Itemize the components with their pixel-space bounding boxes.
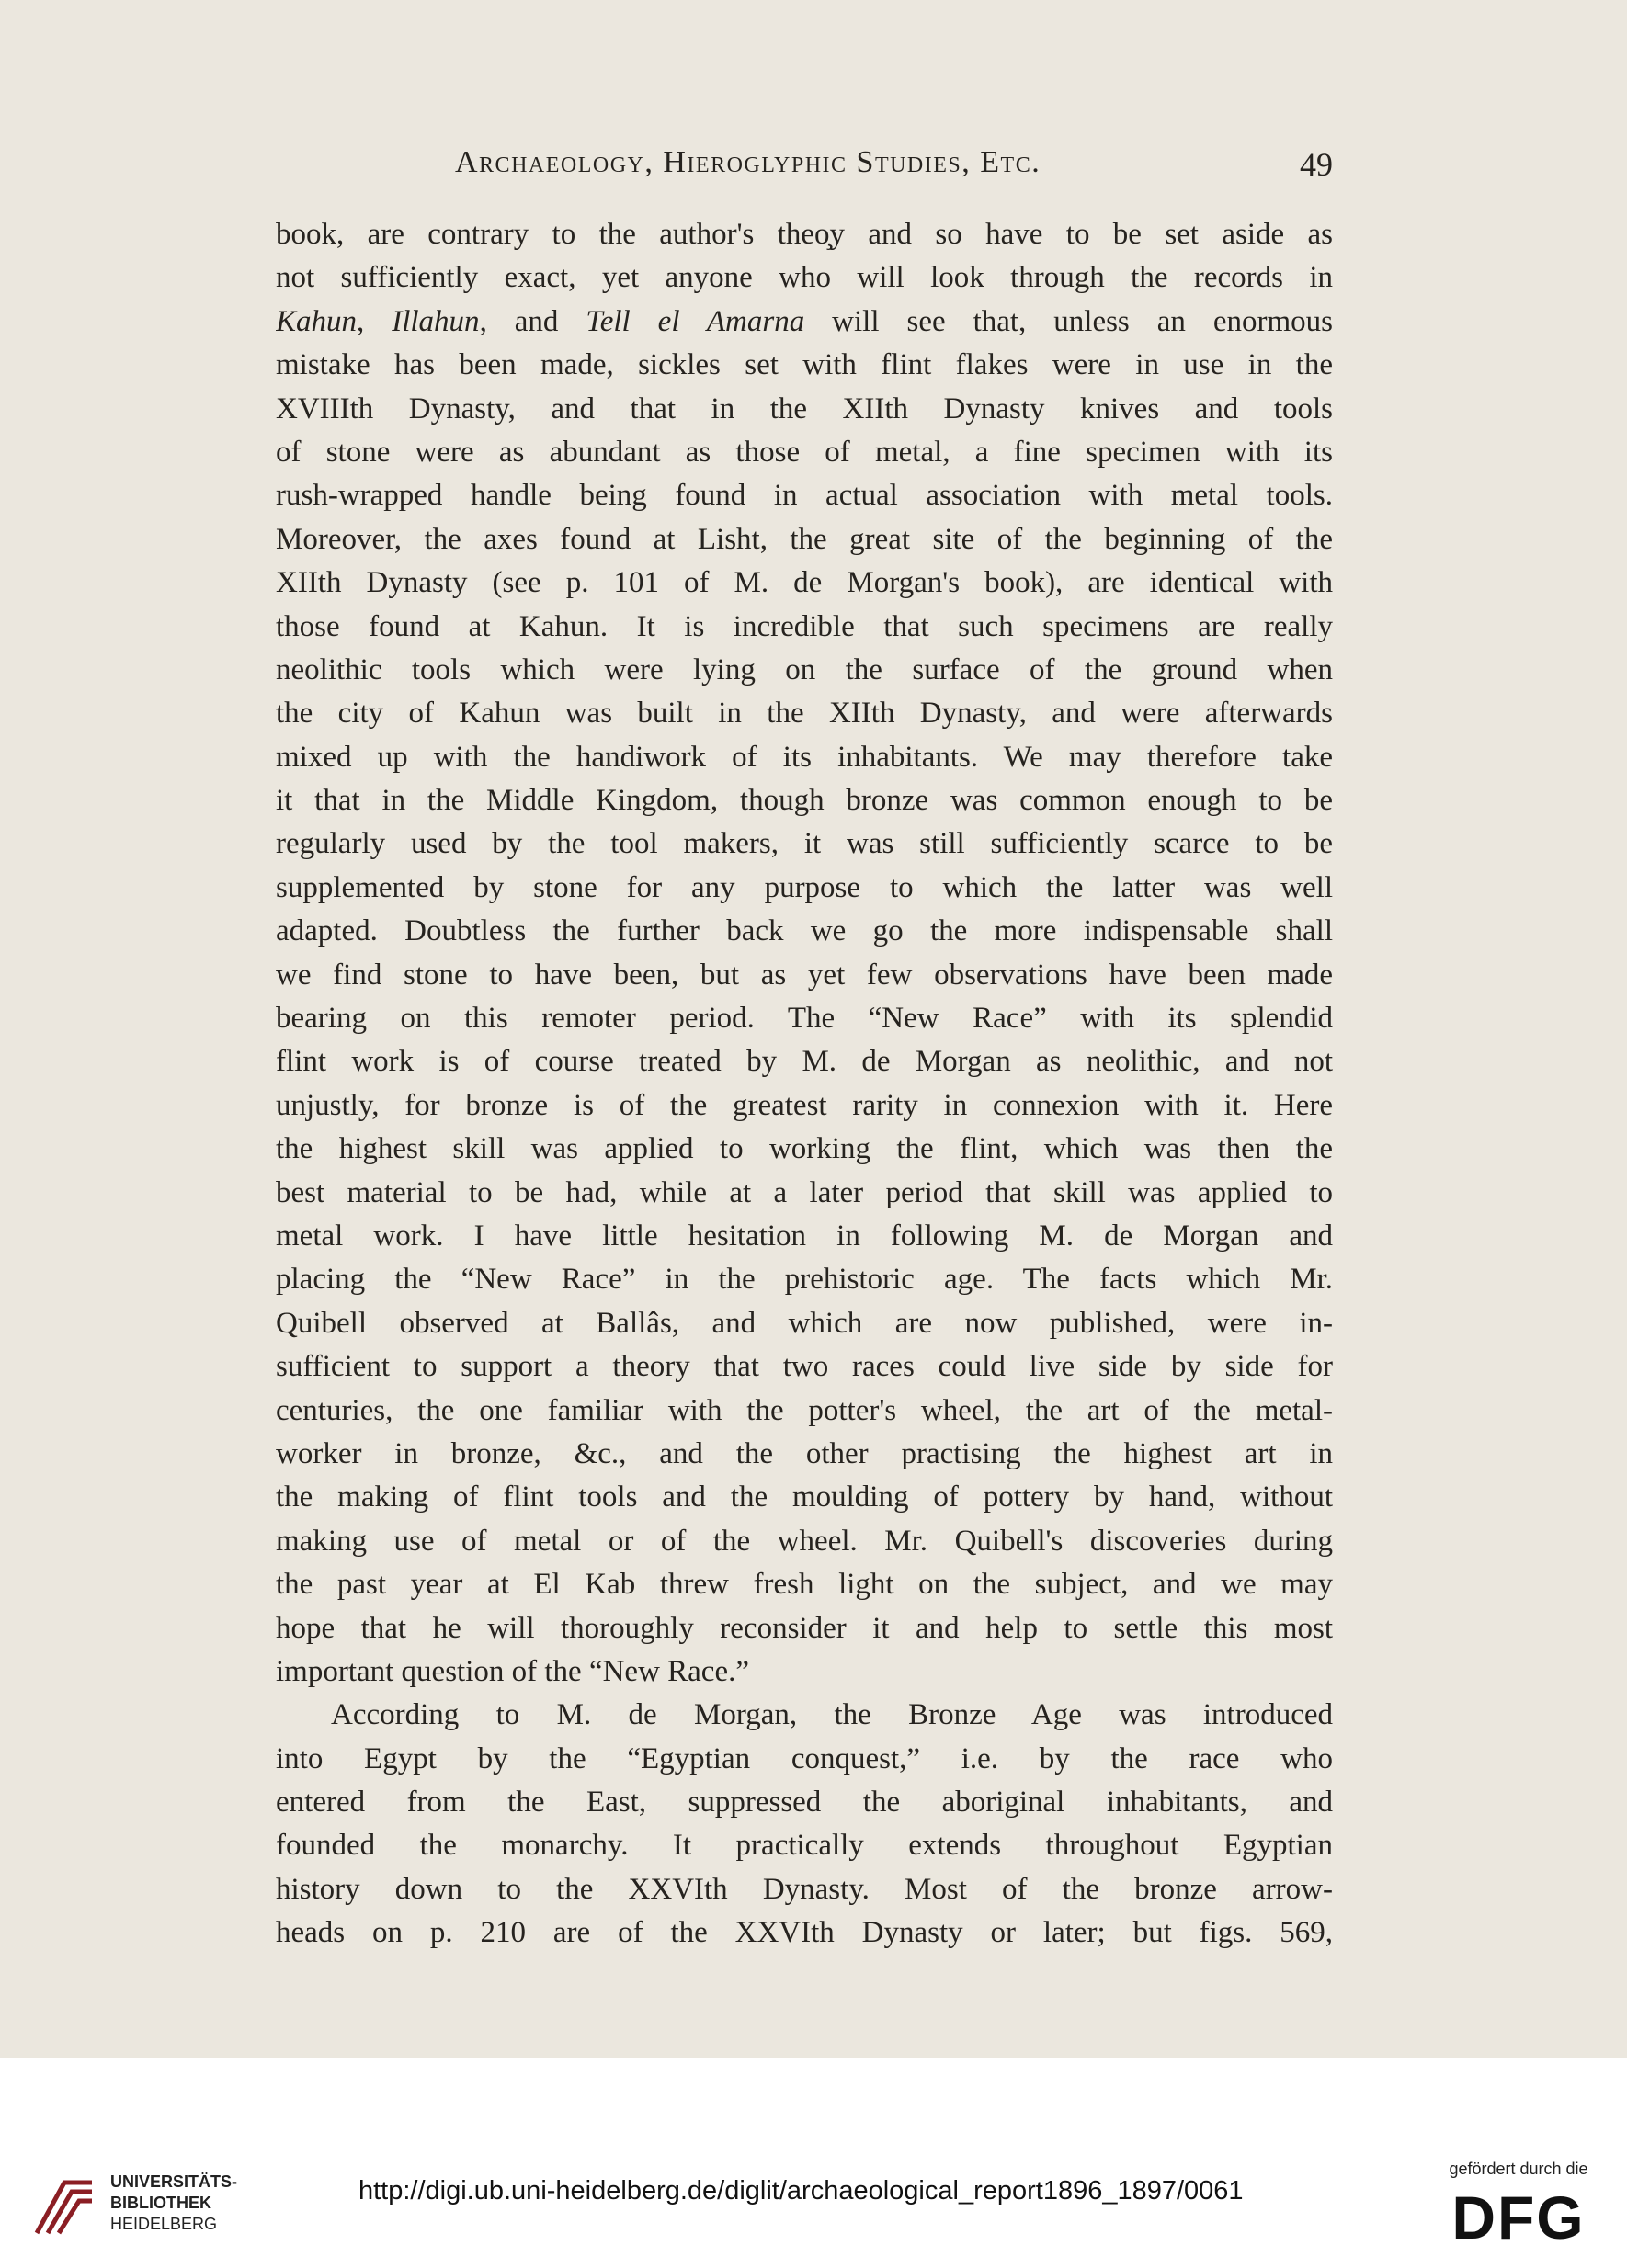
text-line: history down to the XXVIth Dynasty. Most of the bronze arrow-	[276, 1872, 1333, 1906]
text-line: not sufficiently exact, yet anyone who will look through the records in	[276, 261, 1333, 295]
library-name: UNIVERSITÄTS- BIBLIOTHEK HEIDELBERG	[110, 2172, 238, 2233]
text-line: centuries, the one familiar with the potter's wheel, the art of the metal-	[276, 1393, 1333, 1427]
text-line: bearing on this remoter period. The “New Race” with its splendid	[276, 1002, 1333, 1036]
text-line: supplemented by stone for any purpose to which the latter was well	[276, 870, 1333, 904]
text-line: According to M. de Morgan, the Bronze Age was introduced	[331, 1698, 1333, 1732]
text-line: regularly used by the tool makers, it was still sufficiently scarce to be	[276, 827, 1333, 861]
permalink-url[interactable]: http://digi.ub.uni-heidelberg.de/diglit/archaeological_report1896_1897/0061	[358, 2176, 1244, 2206]
dfg-logo: DFG	[1451, 2183, 1586, 2251]
text-line: hope that he will thoroughly reconsider it and help to settle this most	[276, 1611, 1333, 1645]
digitization-footer	[0, 2058, 1627, 2268]
italic-title: Illahun	[392, 304, 480, 338]
funder-caption: gefördert durch die	[1449, 2160, 1588, 2178]
text-line: of stone were as abundant as those of metal, a fine specimen with its	[276, 435, 1333, 469]
text-line: book, are contrary to the author's theo̧y and so have to be set aside as	[276, 218, 1333, 251]
text-line: XIIth Dynasty (see p. 101 of M. de Morgan's book), are identical with	[276, 566, 1333, 600]
text-line: best material to be had, while at a later period that skill was applied to	[276, 1175, 1333, 1209]
text-line: making use of metal or of the wheel. Mr. Quibell's discoveries during	[276, 1524, 1333, 1558]
text-line: it that in the Middle Kingdom, though bronze was common enough to be	[276, 784, 1333, 818]
text-line: into Egypt by the “Egyptian conquest,” i.e. by the race who	[276, 1741, 1333, 1775]
text-line: mistake has been made, sickles set with flint flakes were in use in the	[276, 348, 1333, 382]
text-line: heads on p. 210 are of the XXVIth Dynasty or later; but figs. 569,	[276, 1916, 1333, 1950]
running-head	[276, 145, 1333, 191]
text-line: mixed up with the handiwork of its inhabitants. We may therefore take	[276, 740, 1333, 774]
text-line: important question of the “New Race.”	[276, 1654, 749, 1688]
text-line: those found at Kahun. It is incredible that such specimens are really	[276, 609, 1333, 643]
text-line: worker in bronze, &c., and the other practising the highest art in	[276, 1436, 1333, 1470]
italic-title: Kahun	[276, 304, 358, 338]
text-line: Kahun, Illahun, and Tell el Amarna will see that, unless an enormous	[276, 304, 1333, 338]
text-line: the past year at El Kab threw fresh light on the subject, and we may	[276, 1568, 1333, 1602]
text-line: rush-wrapped handle being found in actual association with metal tools.	[276, 479, 1333, 513]
body-text	[276, 213, 1333, 1956]
text-line: sufficient to support a theory that two races could live side by side for	[276, 1350, 1333, 1384]
text-line: the making of flint tools and the moulding of pottery by hand, without	[276, 1480, 1333, 1514]
text-line: the city of Kahun was built in the XIIth Dynasty, and were afterwards	[276, 697, 1333, 731]
library-logo-icon	[28, 2169, 101, 2242]
funder-block	[1427, 2160, 1610, 2252]
text-line: XVIIIth Dynasty, and that in the XIIth Dynasty knives and tools	[276, 391, 1333, 425]
text-line: flint work is of course treated by M. de Morgan as neolithic, and not	[276, 1045, 1333, 1079]
text-line: neolithic tools which were lying on the surface of the ground when	[276, 652, 1333, 686]
text-line: metal work. I have little hesitation in following M. de Morgan and	[276, 1219, 1333, 1253]
running-title: Archaeology, Hieroglyphic Studies, Etc.	[455, 145, 1041, 179]
italic-title: Tell el Amarna	[586, 304, 805, 338]
page-number: 49	[1300, 146, 1333, 183]
text-line: founded the monarchy. It practically extends throughout Egyptian	[276, 1829, 1333, 1863]
text-line: unjustly, for bronze is of the greatest rarity in connexion with it. Here	[276, 1088, 1333, 1122]
text-line: Moreover, the axes found at Lisht, the great site of the beginning of the	[276, 522, 1333, 556]
text-line: adapted. Doubtless the further back we go the more indispensable shall	[276, 914, 1333, 948]
text-line: placing the “New Race” in the prehistoric age. The facts which Mr.	[276, 1263, 1333, 1297]
text-line: the highest skill was applied to working the flint, which was then the	[276, 1132, 1333, 1166]
text-line: Quibell observed at Ballâs, and which are now published, were in-	[276, 1306, 1333, 1340]
text-line: we find stone to have been, but as yet few observations have been made	[276, 958, 1333, 992]
text-line: entered from the East, suppressed the aboriginal inhabitants, and	[276, 1786, 1333, 1820]
